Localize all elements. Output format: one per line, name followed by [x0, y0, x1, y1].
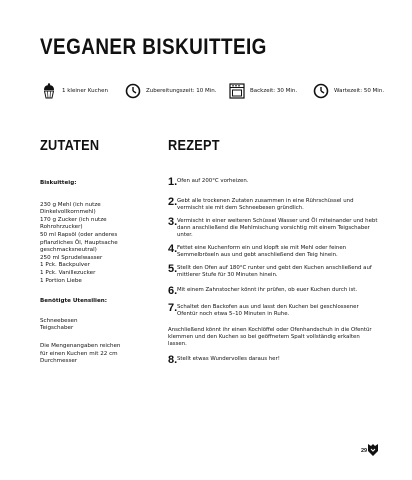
step-2: [168, 198, 378, 212]
ingredient-line: 1 Pck. Backpulver: [40, 262, 90, 269]
step-text: Stellt den Ofen auf 180°C runter und gebt den Kuchen anschließend auf mittlerer Stufe für 30 Minuten hinein.: [177, 265, 372, 278]
ingredient-line: 250 ml Sprudelwasser: [40, 254, 103, 261]
step-3: [168, 218, 378, 239]
ingredient-line: Dinkelvollkornmehl): [40, 209, 96, 216]
meta-prep-time: [124, 80, 216, 102]
quantity-note: [40, 343, 155, 366]
ingredient-line: 1 Portion Liebe: [40, 277, 82, 284]
ingredient-list: [40, 202, 155, 286]
bake-time-text: Backzeit: 30 Min.: [250, 88, 298, 94]
ingredient-line: 50 ml Rapsöl (oder anderes: [40, 231, 118, 238]
step-text: Stellt etwas Wundervolles daraus her!: [177, 356, 280, 362]
step-number: 7.: [168, 302, 178, 314]
step-6: [168, 287, 378, 296]
ingredient-line: 230 g Mehl (ich nutze: [40, 201, 101, 208]
ingredient-line: geschmacksneutral): [40, 247, 97, 254]
step-7: [168, 304, 378, 318]
step-text: Vermischt in einer weiteren Schüssel Wasser und Öl miteinander und hebt dann anschließend die Mehlmischung vorsichtig mit einem Teigschaber unter.: [177, 218, 378, 238]
step-text: Ofen auf 200°C vorheizen.: [177, 178, 249, 184]
step-7-continuation: Anschließend könnt ihr einen Kochlöffel oder Ofenhandschuh in die Ofentür klemmen und den Kuchen so bei geöffnetem Spalt vollständig erkalten lassen.: [168, 327, 372, 347]
recipe-heading: REZEPT: [168, 137, 220, 154]
note-line: für einen Kuchen mit 22 cm: [40, 350, 118, 357]
step-number: 3.: [168, 216, 178, 228]
tool-item: Schneebesen: [40, 317, 78, 324]
tool-item: Teigschaber: [40, 325, 74, 332]
wait-time-text: Wartezeit: 50 Min.: [334, 88, 385, 94]
tools-label: Benötigte Utensilien:: [40, 298, 107, 305]
step-8: [168, 356, 378, 365]
step-number: 5.: [168, 263, 178, 275]
ingredient-line: Rohrohrzucker): [40, 224, 83, 231]
recipe-title: VEGANER BISKUITTEIG: [40, 34, 267, 59]
step-text: Schaltet den Backofen aus und lasst den Kuchen bei geschlossener Ofentür noch etwa 5–10 Minuten in Ruhe.: [177, 304, 359, 317]
clock-icon: [124, 82, 142, 100]
ingredients-section-label: Biskuitteig:: [40, 180, 77, 186]
ingredients-column: [40, 180, 155, 366]
step-text: Gebt alle trockenen Zutaten zusammen in eine Rührschüssel und vermischt sie mit dem Schneebesen gründlich.: [177, 198, 354, 211]
clock-icon: [312, 82, 330, 100]
ingredient-line: pflanzliches Öl, Hauptsache: [40, 239, 118, 246]
meta-wait-time: [312, 80, 384, 102]
step-number: 8.: [168, 354, 178, 366]
step-number: 1.: [168, 176, 178, 188]
ingredient-line: 170 g Zucker (ich nutze: [40, 216, 107, 223]
cupcake-icon: [40, 82, 58, 100]
ingredient-line: 1 Pck. Vanillezucker: [40, 269, 96, 276]
note-line: Die Mengenangaben reichen: [40, 342, 121, 349]
shield-logo-icon: [368, 444, 378, 456]
meta-servings: [40, 80, 108, 102]
page-number: 29: [361, 448, 368, 454]
step-5: [168, 265, 378, 279]
step-4: [168, 245, 378, 259]
prep-time-text: Zubereitungszeit: 10 Min.: [146, 88, 217, 94]
ingredients-heading: ZUTATEN: [40, 137, 100, 154]
servings-text: 1 kleiner Kuchen: [62, 88, 108, 94]
tools-list: [40, 318, 155, 333]
step-text: Fettet eine Kuchenform ein und klopft sie mit Mehl oder feinen Semmelbröseln aus und gebt anschließend den Teig hinein.: [177, 245, 347, 258]
step-number: 6.: [168, 285, 178, 297]
step-number: 4.: [168, 243, 178, 255]
meta-bake-time: [228, 80, 297, 102]
recipe-meta-bar: [40, 80, 385, 104]
oven-icon: [228, 82, 246, 100]
note-line: Durchmesser: [40, 358, 78, 365]
recipe-steps: [168, 178, 378, 365]
step-1: [168, 178, 378, 187]
step-text: Mit einem Zahnstocher könnt ihr prüfen, ob euer Kuchen durch ist.: [177, 287, 358, 293]
step-number: 2.: [168, 196, 178, 208]
